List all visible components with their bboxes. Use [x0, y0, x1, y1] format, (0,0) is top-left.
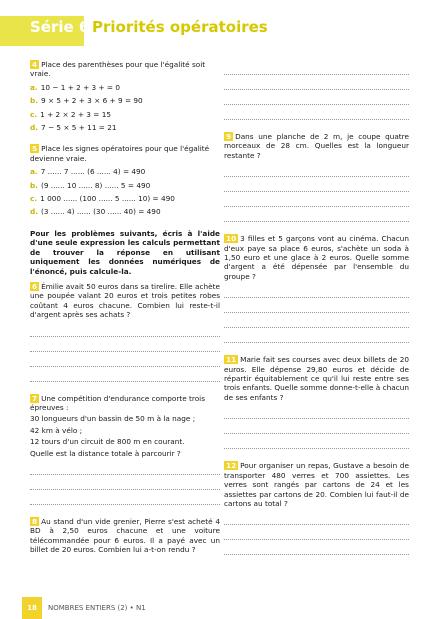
- exercise-number: 10: [226, 234, 237, 244]
- answer-line[interactable]: [30, 490, 220, 505]
- exercise-8: [30, 517, 220, 555]
- page-footer: [0, 597, 435, 619]
- list-item: d. 7 − 5 × 5 + 11 = 21: [30, 123, 117, 133]
- exercise-text: Marie fait ses courses avec deux billets de 20 euros. Elle dépense 29,80 euros et décide de répartir équitablement ce qu'il lui reste entre ses trois enfants. Quelle somme donne-t-elle à chacun de ses enfants ?: [224, 355, 409, 402]
- exercise-text: Dans une planche de 2 m, je coupe quatre morceaux de 28 cm. Quelles est la longueur restante ?: [224, 132, 409, 160]
- answer-line[interactable]: [30, 337, 220, 352]
- answer-line[interactable]: [224, 283, 409, 298]
- exercise-12: [224, 461, 409, 555]
- exercise-text: 3 filles et 5 garçons vont au cinéma. Chacun d'eux paye sa place 6 euros, s'achète un soda à 1,50 euro et une glace à 2 euros. Quelle somme d'argent a été dépensée par l'ensemble du groupe ?: [224, 234, 409, 281]
- footer-text: NOMBRES ENTIERS (2) • N1: [48, 604, 146, 612]
- exercise-number: 5: [32, 144, 38, 154]
- right-column: [224, 60, 409, 555]
- instructions: Pour les problèmes suivants, écris à l'aide d'une seule expression les calculs permettant de trouver la réponse en utilisant uniquement les données numériques de l'énoncé, puis calcule-la.: [30, 228, 220, 276]
- answer-line[interactable]: [224, 177, 409, 192]
- answer-line[interactable]: [224, 313, 409, 328]
- answer-line[interactable]: [224, 404, 409, 419]
- answer-line[interactable]: [30, 475, 220, 490]
- exercise-text: Place les signes opératoires pour que l'égalité devienne vraie.: [30, 144, 210, 163]
- answer-line[interactable]: [30, 367, 220, 382]
- answer-line[interactable]: [224, 90, 409, 105]
- answer-line[interactable]: [224, 419, 409, 434]
- exercise-number: 12: [226, 461, 237, 471]
- exercise-number: 11: [226, 355, 237, 365]
- exercise-number: 4: [32, 60, 38, 69]
- exercise-text: Au stand d'un vide grenier, Pierre s'est acheté 4 BD à 2,50 euros chacune et une voiture télécommandée pour 6 euros. Il a payé avec un billet de 20 euros. Combien lui a-t-on rendu ?: [30, 516, 220, 555]
- left-column: [30, 60, 220, 557]
- exercise-10: [224, 234, 409, 343]
- list-item: a. 10 − 1 + 2 + 3 + = 0: [30, 82, 121, 92]
- exercise-9: [224, 132, 409, 222]
- exercise-number: 7: [32, 393, 38, 403]
- answer-line[interactable]: [224, 298, 409, 313]
- exercise-number: 8: [32, 516, 38, 526]
- exercise-number: 9: [226, 132, 232, 141]
- answer-line[interactable]: [30, 352, 220, 367]
- page-number: 18: [22, 597, 42, 619]
- answer-line[interactable]: [224, 105, 409, 120]
- answer-line[interactable]: [224, 540, 409, 555]
- answer-line[interactable]: [30, 460, 220, 475]
- exercise-11: [224, 355, 409, 449]
- exercise-5: [30, 144, 220, 216]
- page-header: [0, 0, 435, 44]
- answer-line[interactable]: [224, 434, 409, 449]
- answer-line[interactable]: [30, 322, 220, 337]
- answer-line[interactable]: [224, 328, 409, 343]
- list-item: b. (9 ...... 10 ...... 8) ...... 5 = 490: [30, 180, 151, 190]
- exercise-text: Pour organiser un repas, Gustave a besoin de transporter 480 verres et 700 assiettes. Les verres sont rangés par cartons de 24 et les assiettes par cartons de 20. Combien lui faut-il de cartons au total ?: [224, 461, 409, 508]
- exercise-4: [30, 60, 220, 132]
- page-title: Priorités opératoires: [92, 18, 268, 36]
- list-item: a. 7 ...... 7 ...... (6 ...... 4) = 490: [30, 167, 146, 177]
- exercise-7: 7 Une compétition d'endurance comporte trois épreuves : 30 longueurs d'un bassin de 50 m à la nage ; 42 km à vélo ; 12 tours d'un circuit de 800 m en courant. Quelle est la distance totale à parcourir ?: [30, 394, 220, 505]
- answer-line[interactable]: [224, 510, 409, 525]
- exercise-number: 6: [32, 281, 38, 291]
- list-item: d. (3 ...... 4) ...... (30 ...... 40) = 490: [30, 207, 161, 217]
- series-label: Série 6: [30, 18, 90, 36]
- answer-line[interactable]: [224, 162, 409, 177]
- list-item: c. 1 + 2 × 2 + 3 = 15: [30, 109, 111, 119]
- exercise-text: Place des parenthèses pour que l'égalité soit vraie.: [30, 60, 206, 79]
- answer-line[interactable]: [224, 60, 409, 75]
- exercise-text: Émilie avait 50 euros dans sa tirelire. Elle achète une poupée valant 20 euros et trois petites robes coûtant 4 euros chacune. Combien lui reste-t-il d'argent après ses achats ?: [30, 281, 220, 320]
- list-item: b. 9 × 5 + 2 + 3 × 6 + 9 = 90: [30, 96, 143, 106]
- answer-line[interactable]: [224, 75, 409, 90]
- list-item: c. 1 000 ...... (100 ...... 5 ...... 10) = 490: [30, 194, 175, 204]
- exercise-6: [30, 282, 220, 382]
- answer-line[interactable]: [224, 192, 409, 207]
- answer-line[interactable]: [224, 525, 409, 540]
- answer-line[interactable]: [224, 207, 409, 222]
